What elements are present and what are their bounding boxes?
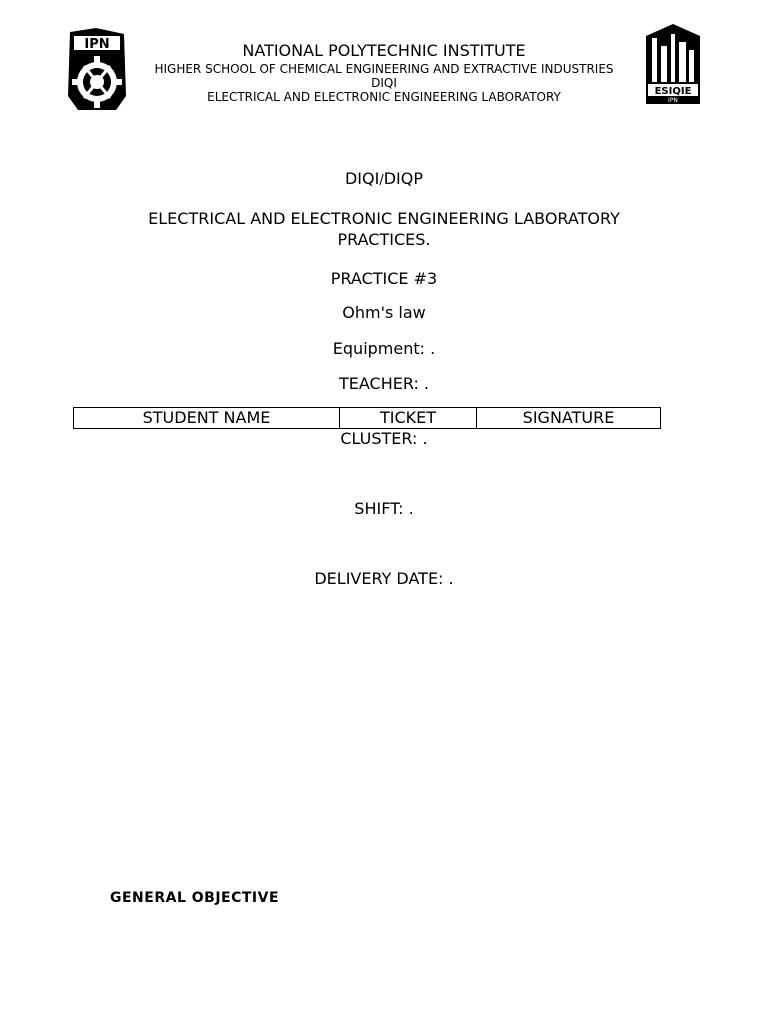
practices-title-line2: PRACTICES. xyxy=(337,230,431,249)
practices-title-line1: ELECTRICAL AND ELECTRONIC ENGINEERING LABORATORY xyxy=(148,209,620,228)
right-logo-text: ESIQIE xyxy=(654,86,692,97)
practice-topic: Ohm's law xyxy=(342,303,426,322)
department-name: DIQI xyxy=(371,76,397,90)
students-table xyxy=(73,407,661,429)
delivery-date-field: DELIVERY DATE: . xyxy=(314,569,454,588)
laboratory-name: ELECTRICAL AND ELECTRONIC ENGINEERING LABORATORY xyxy=(207,90,561,104)
equipment-field: Equipment: . xyxy=(332,339,436,358)
right-logo-subtext: IPN xyxy=(668,97,678,104)
column-student-name: STUDENT NAME xyxy=(74,408,340,429)
left-logo-text: IPN xyxy=(84,37,110,52)
department-code-tail: DIQP xyxy=(383,169,424,188)
institution-name: NATIONAL POLYTECHNIC INSTITUTE xyxy=(242,41,526,60)
department-code-main: DIQI xyxy=(344,169,380,188)
general-objective-heading: GENERAL OBJECTIVE xyxy=(110,890,280,906)
esiqie-building-logo-icon xyxy=(642,22,704,106)
ipn-gear-logo-icon xyxy=(66,26,128,114)
shift-field: SHIFT: . xyxy=(354,499,414,518)
teacher-field: TEACHER: . xyxy=(338,374,430,393)
cluster-field: CLUSTER: . xyxy=(340,429,428,448)
department-code xyxy=(0,168,768,191)
practice-number: PRACTICE #3 xyxy=(330,269,438,288)
document-header xyxy=(130,40,638,104)
practices-title xyxy=(0,208,768,250)
column-signature: SIGNATURE xyxy=(477,408,661,429)
department-code-separator: / xyxy=(379,173,384,188)
students-table-header xyxy=(74,408,661,429)
school-name: HIGHER SCHOOL OF CHEMICAL ENGINEERING AND EXTRACTIVE INDUSTRIES xyxy=(154,62,614,76)
column-ticket: TICKET xyxy=(340,408,477,429)
